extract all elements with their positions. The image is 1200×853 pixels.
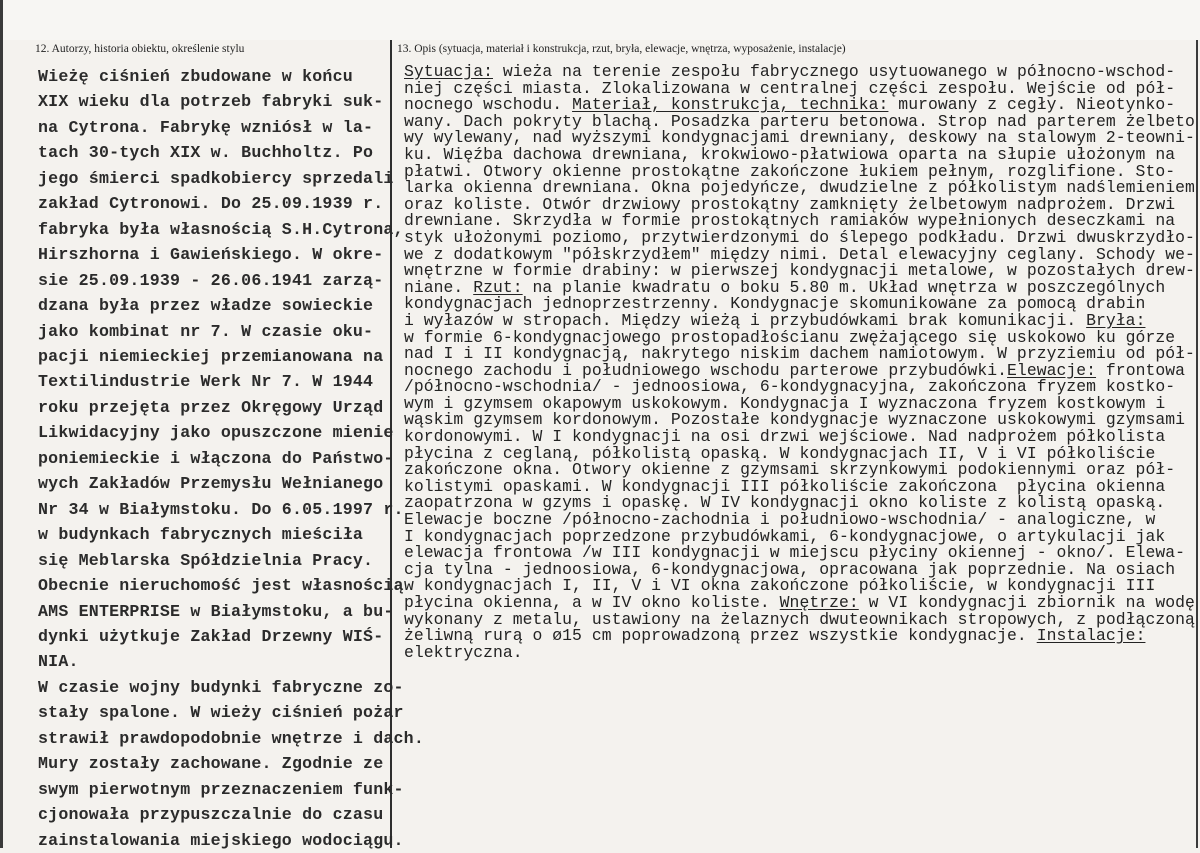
history-text-line: Nr 34 w Białymstoku. Do 6.05.1997 r. [38,499,404,519]
history-text-line: Mury zostały zachowane. Zgodnie ze [38,754,384,774]
history-text-line: Wieżę ciśnień zbudowane w końcu [38,67,353,86]
text-segment: ku. Więźba dachowa drewniana, krokwiowo-płatwiowa oparta na słupie ułożonym na [404,144,1176,164]
text-segment: /północno-wschodnia/ - jednoosiowa, 6-kondygnacyjna, zakończona fryzem kostko- [404,377,1176,397]
subsection-label: Sytuacja: [404,62,493,81]
text-segment: w VI kondygnacji zbiornik na wodę [858,593,1195,612]
history-text-line: Textilindustrie Werk Nr 7. W 1944 [38,372,374,392]
text-segment: nocnego zachodu i południowego wschodu parterowe przybudówki. [404,360,1008,380]
history-text-line: dzana była przez władze sowieckie [38,296,374,316]
text-segment: zaopatrzona w gzyms i opaskę. W IV kondygnacji okno koliste z kolistą opaską. [404,493,1166,513]
subsection-label: Instalacje: [1036,626,1146,646]
page-edge-right [1196,40,1198,848]
text-segment: elektryczna. [404,642,523,662]
text-segment: niej części miasta. Zlokalizowana w centralnej części zespołu. Wejście od pół- [404,78,1176,98]
text-segment: płycina z ceglaną, półkolistą opaską. W kondygnacjach II, V i VI półkoliście [404,443,1156,463]
text-segment: oraz koliste. Otwór drzwiowy prostokątny zamknięty żelbetowym nadprożem. Drzwi [404,194,1176,214]
history-text-line: fabryka była własnością S.H.Cytrona, [38,219,404,239]
text-segment: żeliwną rurą o ø15 cm poprowadzoną przez wszystkie kondygnacje. [404,626,1037,646]
subsection-label: Elewacje: [1007,360,1097,380]
text-segment: murowany z cegły. Nieotynko- [888,95,1176,115]
text-segment: nocnego wschodu. [404,95,573,115]
history-text-line: roku przejęta przez Okręgowy Urząd [38,397,384,417]
text-segment: I kondygnacjach poprzedzone przybudówkami, 6-kondygnacjowe, o artykulacji jak [404,526,1166,546]
text-segment: we z dodatkowym "półskrzydłem" między nimi. Detal elewacyjny ceglany. Schody we- [404,244,1195,264]
history-text-line: strawił prawdopodobnie wnętrze i dach. [38,728,424,748]
text-segment: kondygnacjach jednoprzestrzenny. Kondygnacje skomunikowane za pomocą drabin [404,294,1146,314]
description-text-column [404,64,1195,661]
history-text-line: NIA. [38,652,79,672]
history-text-line: dynki użytkuje Zakład Drzewny WIŚ- [38,626,384,646]
text-segment: na planie kwadratu o boku 5.80 m. Układ wnętrza w poszczególnych [522,277,1166,297]
section-13-heading: 13. Opis (sytuacja, materiał i konstrukcja, rzut, bryła, elewacje, wnętrza, wyposażenie, instalacje) [397,43,846,55]
history-text-line: Hirszhorna i Gawieńskiego. W okre- [38,245,384,265]
history-text-line: pacji niemieckiej przemianowana na [38,346,384,366]
history-text-line: zakład Cytronowi. Do 25.09.1939 r. [38,194,384,214]
text-segment: wykonany z metalu, ustawiony na żelaznych dwuteownikach stropowych, z podłączoną [404,609,1195,629]
text-segment: płycina okienna, a w IV okno koliste. [404,593,780,612]
text-segment: niane. [404,277,474,297]
history-text-line: na Cytrona. Fabrykę wzniósł w la- [38,117,374,137]
history-text-column [38,64,424,853]
history-text-line: AMS ENTERPRISE w Białymstoku, a bu- [38,601,394,621]
history-text-line: tach 30-tych XIX w. Buchholtz. Po [38,143,374,163]
text-segment: styk ułożonymi poziomo, przytwierdzonymi do ślepego podkładu. Drzwi dwuskrzydło- [404,227,1195,247]
text-segment: w formie 6-kondygnacjowego prostopadłościanu zwężającego się uskokowo ku górze [404,327,1176,347]
text-segment: wieża na terenie zespołu fabrycznego usytuowanego w północno-wschod- [492,62,1176,81]
text-segment: i wyłazów w stropach. Między wieżą i przybudówkami brak komunikacji. [404,310,1087,330]
history-text-line: sie 25.09.1939 - 26.06.1941 zarzą- [38,270,384,290]
text-segment: wąskim gzymsem kordonowym. Pozostałe kondygnacje wyznaczone uskokowymi gzymsami [404,410,1185,430]
scan-top-margin [0,0,1200,40]
subsection-label: Rzut: [473,277,523,297]
description-text-line [404,642,1195,662]
history-text-line: wych Zakładów Przemysłu Wełnianego [38,474,384,494]
history-text-line: się Meblarska Spółdzielnia Pracy. [38,550,374,570]
text-segment: wym i gzymsem okapowym uskokowym. Kondygnacja I wyznaczona fryzem kostkowym i [404,393,1166,413]
history-text-line: poniemieckie i włączona do Państwo- [38,448,394,468]
history-text-line: cjonowała przypuszczalnie do czasu [38,805,384,825]
history-text-line: jako kombinat nr 7. W czasie oku- [38,321,374,341]
text-segment: zakończone okna. Otwory okienne z gzymsami skrzynkowymi podokiennymi oraz pół- [404,460,1176,480]
history-text-line: stały spalone. W wieży ciśnień pożar [38,703,404,723]
history-text-line: Obecnie nieruchomość jest własnością [38,576,404,596]
text-segment: elewacja frontowa /w III kondygnacji w miejscu płyciny okiennej - okno/. Elewa- [404,543,1185,563]
text-segment: nad I i II kondygnacją, nakrytego niskim dachem namiotowym. W przyziemiu od pół- [404,344,1195,364]
history-text-line: W czasie wojny budynki fabryczne zo- [38,677,404,697]
text-segment: cja tylna - jednoosiowa, 6-kondygnacjowa, opracowana jak poprzednie. Na osiach [404,559,1176,579]
history-text-line: Likwidacyjny jako opuszczone mienie [38,423,394,443]
history-text-line: XIX wieku dla potrzeb fabryki suk- [38,92,384,112]
text-segment: frontowa [1096,360,1186,380]
history-text-line: jego śmierci spadkobiercy sprzedali [38,168,394,188]
text-segment: wany. Dach pokryty blachą. Posadzka parteru betonowa. Strop nad parterem żelbeto [404,111,1195,131]
history-text-line: zainstalowania miejskiego wodociągu. [38,830,404,850]
section-12-heading: 12. Autorzy, historia obiektu, określenie stylu [35,43,245,55]
text-segment: drewniane. Skrzydła w formie prostokątnych ramiaków wypełnionych deseczkami na [404,211,1176,231]
text-segment: larka okienna drewniana. Okna pojedyńcze, dwudzielne z półkolistym nadślemieniem [404,178,1195,198]
text-segment: kolistymi opaskami. W kondygnacji III półkoliście zakończona płycina okienna [404,476,1166,496]
text-segment: wnętrzne w formie drabiny: w pierwszej kondygnacji metalowe, w pozostałych drew- [404,261,1195,281]
text-segment: kordonowymi. W I kondygnacji na osi drzwi wejściowe. Nad nadprożem półkolista [404,427,1166,447]
subsection-label: Bryła: [1086,310,1146,330]
history-text-line: swym pierwotnym przeznaczeniem funk- [38,779,404,799]
text-segment: płatwi. Otwory okienne prostokątne zakończone łukiem pełnym, rozglifione. Sto- [404,161,1176,181]
history-text-line: w budynkach fabrycznych mieściła [38,525,364,545]
subsection-label: Materiał, konstrukcja, technika: [572,95,889,115]
text-segment: w kondygnacjach I, II, V i VI okna zakończone półkoliście, w kondygnacji III [404,576,1156,596]
text-segment: wy wylewany, nad wyższymi kondygnacjami drewniany, deskowy na stalowym 2-teowni- [404,128,1195,148]
subsection-label: Wnętrze: [779,593,859,612]
text-segment: Elewacje boczne /północno-zachodnia i południowo-wschodnia/ - analogiczne, w [404,510,1156,530]
page-edge-left [0,0,3,848]
